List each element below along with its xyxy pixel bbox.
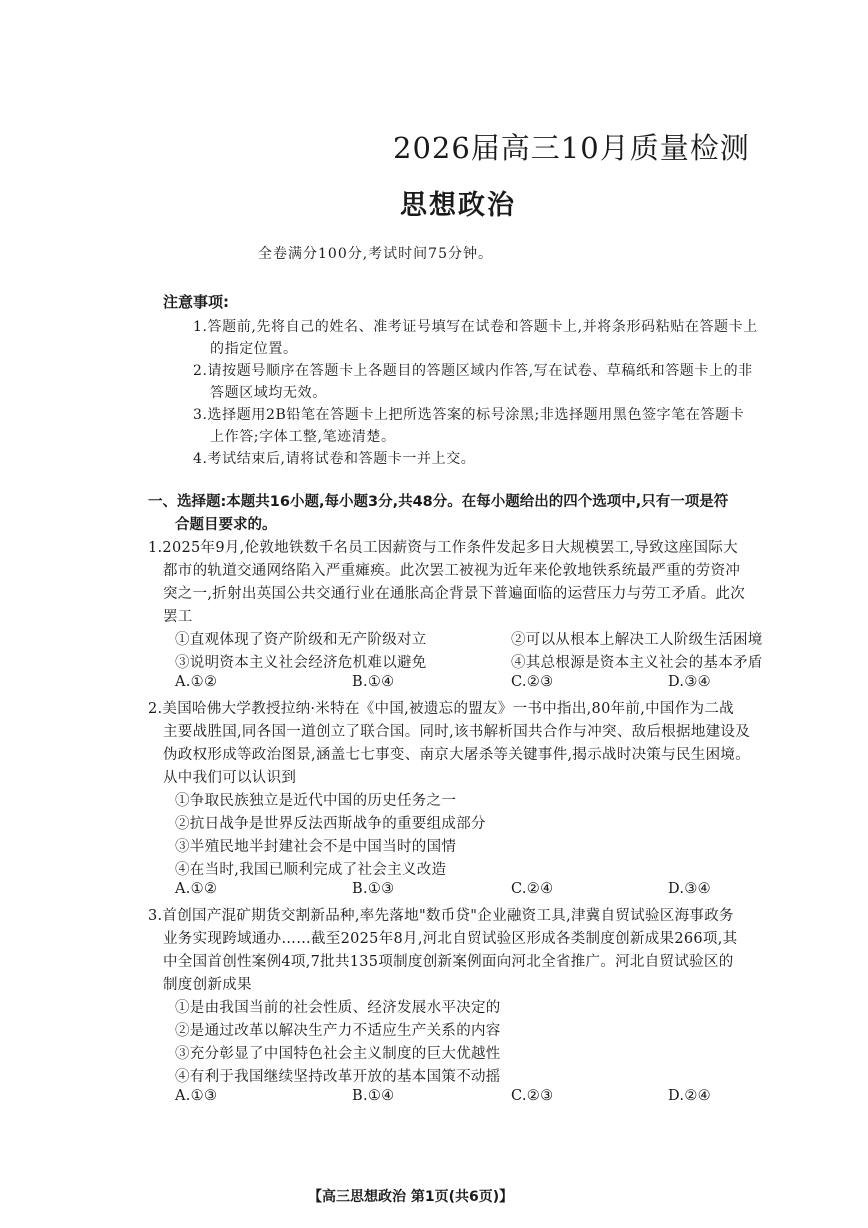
question-stem: 伪政权形成等政治图景,涵盖七七事变、南京大屠杀等关键事件,揭示战时决策与民生困境。 [163, 747, 751, 763]
notice-line: 2.请按题号顺序在答题卡上各题目的答题区域内作答,写在试卷、草稿纸和答题卡上的非 [193, 363, 753, 379]
answer-choice: C.②④ [511, 881, 554, 897]
exam-title: 2026届高三10月质量检测 [393, 131, 750, 165]
answer-choice: B.①④ [352, 1088, 395, 1104]
question-stem: 3.首创国产混矿期货交割新品种,率先落地"数币贷"企业融资工具,津冀自贸试验区海事政务 [148, 908, 734, 924]
statement-item: ①争取民族独立是近代中国的历史任务之一 [175, 793, 457, 809]
question-stem: 从中我们可以认识到 [163, 770, 297, 786]
question-stem: 中全国首创性案例4项,7批共135项制度创新案例面向河北全省推广。河北自贸试验区的 [163, 954, 734, 970]
question-stem: 主要战胜国,同各国一道创立了联合国。同时,该书解析国共合作与冲突、敌后根据地建设及 [163, 724, 751, 740]
answer-choice: D.③④ [668, 881, 711, 897]
statement-item: ①是由我国当前的社会性质、经济发展水平决定的 [175, 1000, 501, 1016]
statement-item: ④其总根源是资本主义社会的基本矛盾 [511, 655, 763, 671]
page-footer: 【高三思想政治 第1页(共6页)】 [308, 1189, 514, 1205]
answer-choice: B.①③ [352, 881, 395, 897]
answer-choice: B.①④ [352, 674, 395, 690]
answer-choice: D.②④ [668, 1088, 711, 1104]
question-stem: 制度创新成果 [163, 977, 252, 993]
question-stem: 罢工 [163, 609, 193, 625]
question-stem: 业务实现跨域通办……截至2025年8月,河北自贸试验区形成各类制度创新成果266项,其 [163, 931, 738, 947]
statement-item: ①直观体现了资产阶级和无产阶级对立 [175, 632, 427, 648]
answer-choice: C.②③ [511, 1088, 554, 1104]
subject-title: 思想政治 [400, 190, 516, 221]
statement-item: ③半殖民地半封建社会不是中国当时的国情 [175, 839, 457, 855]
answer-choice: A.①② [175, 674, 218, 690]
section-heading: 一、选择题:本题共16小题,每小题3分,共48分。在每小题给出的四个选项中,只有一项是符 [148, 494, 729, 510]
notice-line: 的指定位置。 [210, 341, 298, 357]
question-stem: 突之一,折射出英国公共交通行业在通胀高企背景下普遍面临的运营压力与劳工矛盾。此次 [163, 586, 746, 602]
statement-item: ③说明资本主义社会经济危机难以避免 [175, 655, 427, 671]
notice-title: 注意事项: [163, 293, 229, 311]
answer-choice: C.②③ [511, 674, 554, 690]
question-stem: 都市的轨道交通网络陷入严重瘫痪。此次罢工被视为近年来伦敦地铁系统最严重的劳资冲 [163, 563, 741, 579]
notice-line: 答题区域均无效。 [210, 385, 327, 401]
section-heading-cont: 合题目要求的。 [175, 517, 277, 533]
question-stem: 2.美国哈佛大学教授拉纳·米特在《中国,被遗忘的盟友》一书中指出,80年前,中国作为二战 [148, 701, 734, 717]
notice-line: 1.答题前,先将自己的姓名、准考证号填写在试卷和答题卡上,并将条形码粘贴在答题卡上 [193, 319, 758, 335]
statement-item: ②抗日战争是世界反法西斯战争的重要组成部分 [175, 816, 486, 832]
statement-item: ②可以从根本上解决工人阶级生活困境 [511, 632, 763, 648]
statement-item: ④有利于我国继续坚持改革开放的基本国策不动摇 [175, 1069, 501, 1085]
statement-item: ③充分彰显了中国特色社会主义制度的巨大优越性 [175, 1046, 501, 1062]
statement-item: ②是通过改革以解决生产力不适应生产关系的内容 [175, 1023, 501, 1039]
statement-item: ④在当时,我国已顺利完成了社会主义改造 [175, 862, 447, 878]
exam-meta: 全卷满分100分,考试时间75分钟。 [258, 246, 493, 262]
question-stem: 1.2025年9月,伦敦地铁数千名员工因薪资与工作条件发起多日大规模罢工,导致这座国际大 [148, 540, 738, 556]
answer-choice: A.①③ [175, 1088, 218, 1104]
notice-line: 3.选择题用2B铅笔在答题卡上把所选答案的标号涂黑;非选择题用黑色签字笔在答题卡 [193, 407, 745, 423]
answer-choice: A.①② [175, 881, 218, 897]
answer-choice: D.③④ [668, 674, 711, 690]
notice-line: 上作答;字体工整,笔迹清楚。 [210, 429, 396, 445]
notice-line: 4.考试结束后,请将试卷和答题卡一并上交。 [193, 451, 476, 467]
